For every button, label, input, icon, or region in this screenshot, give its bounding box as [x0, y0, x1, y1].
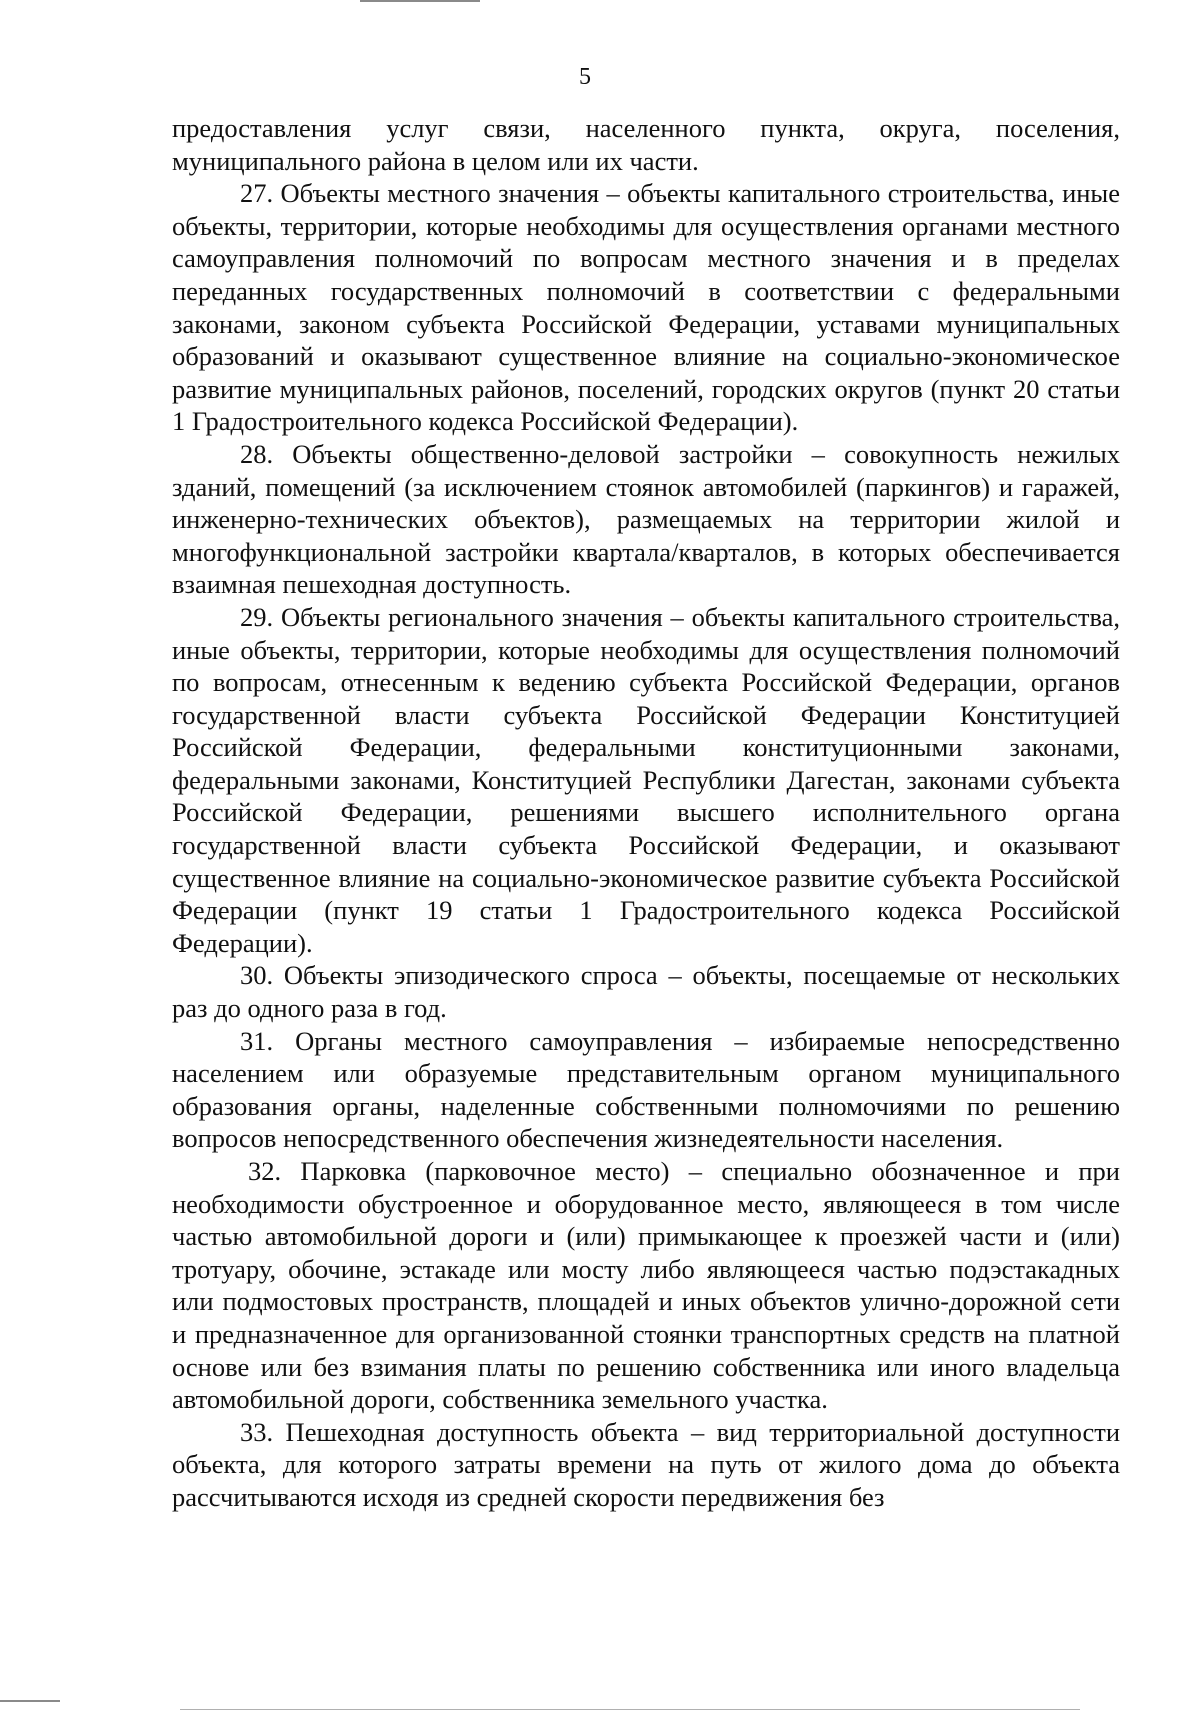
paragraph-continuation: предоставления услуг связи, населенного пункта, округа, поселения, муниципального района в целом или их части.: [172, 113, 1120, 176]
scan-artifact-corner: [0, 1700, 60, 1702]
paragraph-29: 29. Объекты регионального значения – объекты капитального строительства, иные объекты, территории, которые необходимы для осуществления полномочий по вопросам, отнесенным к ведению субъекта Российской Федерации, органов государственной власти субъекта Российской Федерации Конституцией Российской Федерации, федеральными конституционными законами, федеральными законами, Конституцией Республики Дагестан, законами субъекта Российской Федерации, решениями высшего исполнительного органа государственной власти субъекта Российской Федерации, и оказывают существенное влияние на социально-экономическое развитие субъекта Российской Федерации (пункт 19 статьи 1 Градостроительного кодекса Российской Федерации).: [172, 601, 1120, 958]
paragraph-28: 28. Объекты общественно-деловой застройки – совокупность нежилых зданий, помещений (за исключением стоянок автомобилей (паркингов) и гаражей, инженерно-технических объектов), размещаемых на территории жилой и многофункциональной застройки квартала/кварталов, в которых обеспечивается взаимная пешеходная доступность.: [172, 438, 1120, 600]
paragraph-30: 30. Объекты эпизодического спроса – объекты, посещаемые от нескольких раз до одного раза в год.: [172, 960, 1120, 1024]
scan-artifact-top: [360, 0, 480, 2]
paragraph-32: 32. Парковка (парковочное место) – специально обозначенное и при необходимости обустроенное и оборудованное место, являющееся в том числе частью автомобильной дороги и (или) примыкающее к проезжей части и (или) тротуару, обочине, эстакаде или мосту либо являющееся частью подэстакадных или подмостовых пространств, площадей и иных объектов улично-дорожной сети и предназначенное для организованной стоянки транспортных средств на платной основе или без взимания платы по решению собственника или иного владельца автомобильной дороги, собственника земельного участка.: [172, 1156, 1120, 1415]
document-body: [172, 112, 1120, 1514]
page-number: 5: [579, 64, 591, 90]
paragraph-31: 31. Органы местного самоуправления – избираемые непосредственно населением или образуемые представительным органом муниципального образования органы, наделенные собственными полномочиями по решению вопросов непосредственного обеспечения жизнедеятельности населения.: [172, 1025, 1120, 1154]
scan-artifact-bottom: [180, 1709, 1080, 1710]
paragraph-33: 33. Пешеходная доступность объекта – вид территориальной доступности объекта, для которого затраты времени на путь от жилого дома до объекта рассчитываются исходя из средней скорости передвижения без: [172, 1416, 1120, 1512]
paragraph-27: 27. Объекты местного значения – объекты капитального строительства, иные объекты, территории, которые необходимы для осуществления органами местного самоуправления полномочий по вопросам местного значения и в пределах переданных государственных полномочий в соответствии с федеральными законами, законом субъекта Российской Федерации, уставами муниципальных образований и оказывают существенное влияние на социально-экономическое развитие муниципальных районов, поселений, городских округов (пункт 20 статьи 1 Градостроительного кодекса Российской Федерации).: [172, 178, 1120, 437]
